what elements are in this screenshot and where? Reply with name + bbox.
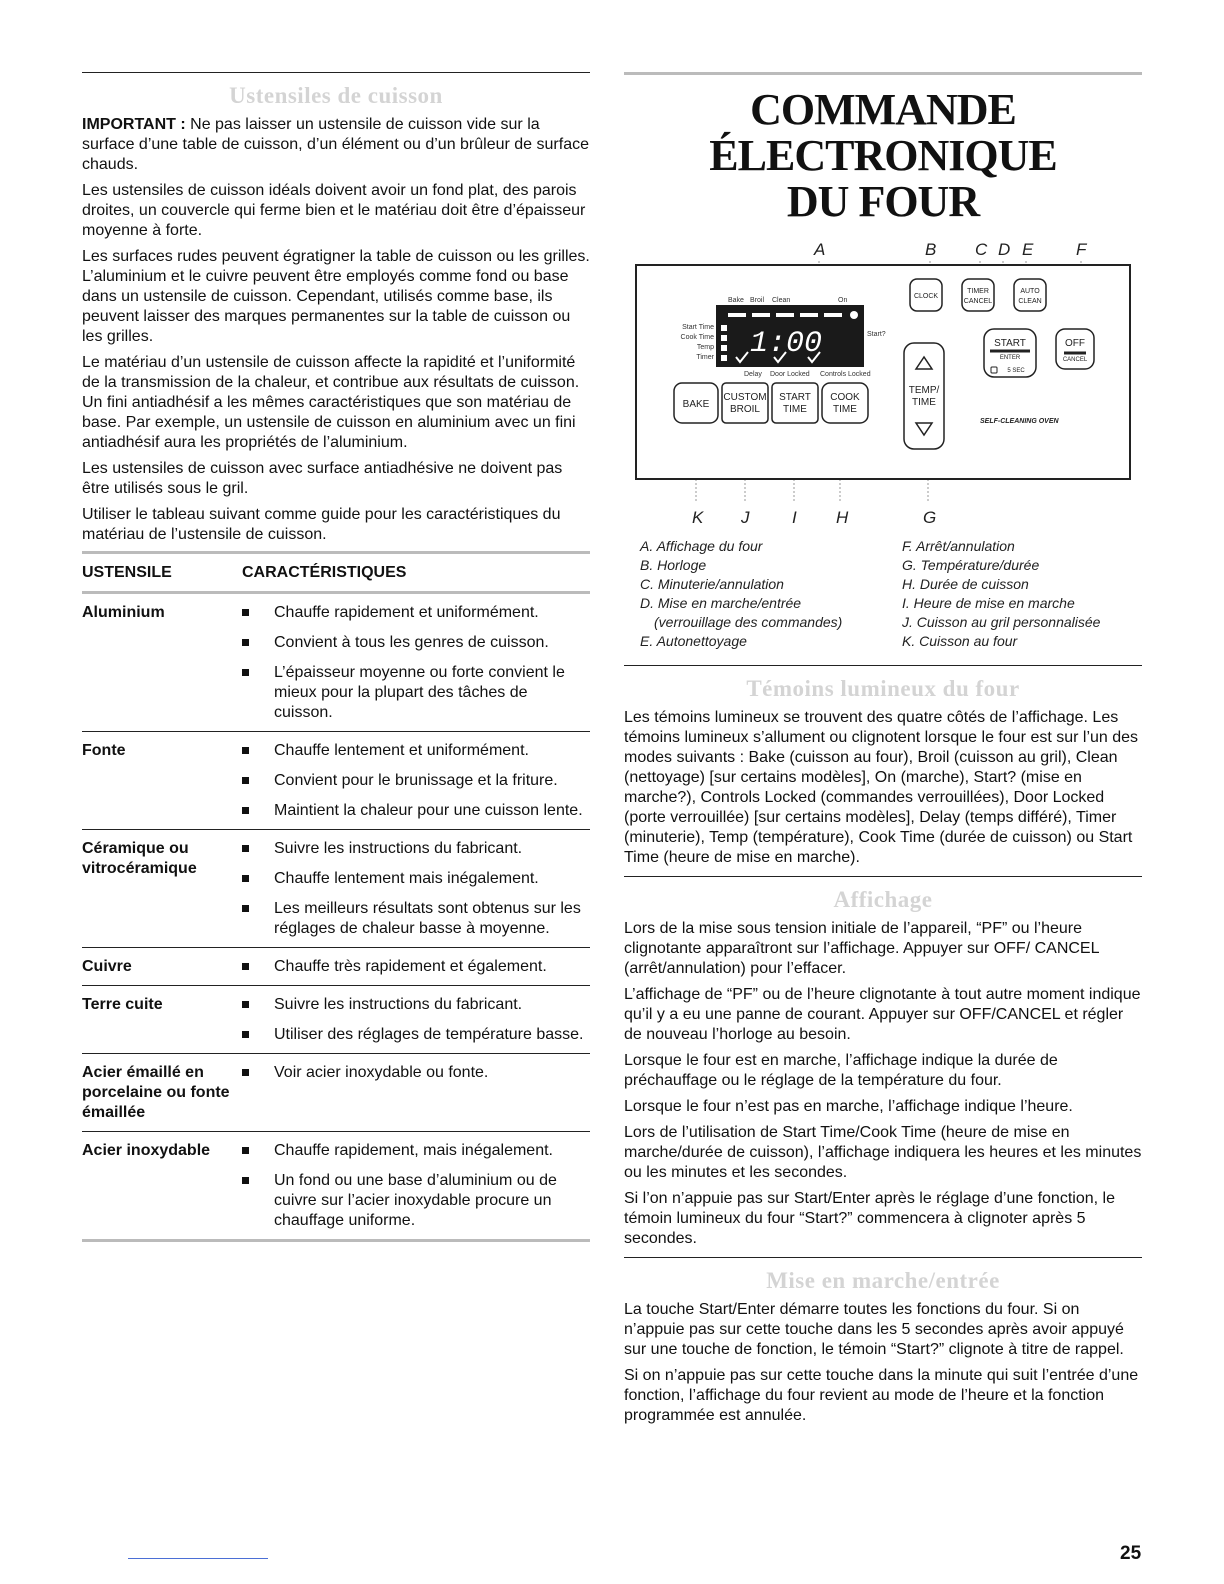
paragraph: Utiliser le tableau suivant comme guide pour les caractéristiques du matériau de l’ustensile de cuisson. [82,506,561,543]
legend-item: H. Durée de cuisson [902,576,1029,592]
off-cancel-button[interactable] [1056,329,1094,369]
title-line-1: COMMANDE ÉLECTRONIQUE [709,85,1057,180]
clock-label: CLOCK [913,293,939,300]
oven-control-diagram [624,233,1142,533]
paragraph: La touche Start/Enter démarre toutes les fonctions du four. Si on n’appuie pas sur cette touche dans les 5 secondes après avoir appuyé sur une touche de fonction, le témoin “Start?” clignote à titre de rappel. [624,1301,1124,1358]
temp-time-button[interactable] [904,343,944,449]
indicator-controls-locked: Controls Locked [820,371,871,378]
indicator-door-locked: Door Locked [770,371,810,378]
material-name: Acier émaillé en porcelaine ou fonte émaillée [82,1054,242,1132]
col-header-ustensile: USTENSILE [82,554,242,593]
section-rule [624,665,1142,666]
material-name: Terre cuite [82,986,242,1054]
list-item: Suivre les instructions du fabricant. [242,839,590,859]
callout-letter-a: A [814,240,826,259]
table-row [82,1054,590,1132]
legend-item: G. Température/durée [902,557,1040,573]
indicator-delay: Delay [744,371,762,378]
start-label: START [994,338,1026,349]
legend-item: A. Affichage du four [640,538,763,554]
list-item: Chauffe rapidement, mais inégalement. [242,1141,590,1161]
indicator-temp: Temp [696,344,714,351]
paragraph: Lors de l’utilisation de Start Time/Cook Time (heure de mise en marche/durée de cuisson), l’affichage indiquera les heures et les minutes ou les minutes et les secondes. [624,1124,1142,1181]
auto-label: AUTO [1020,288,1040,295]
table-row [82,732,590,830]
legend-item: I. Heure de mise en marche [902,595,1075,611]
list-item: Convient pour le brunissage et la friture. [242,771,590,791]
paragraph: L’affichage de “PF” ou de l’heure clignotante à tout autre moment indique qu’il y a eu une panne de courant. Appuyer sur OFF/CANCEL et régler de nouveau l’horloge au besoin. [624,986,1141,1043]
legend-item: K. Cuisson au four [902,633,1018,649]
indicator-start: Start? [867,331,886,338]
table-row [82,593,590,732]
legend-col-1 [640,537,902,651]
legend-item: B. Horloge [640,557,707,573]
custom-label: CUSTOM [723,392,767,403]
list-item: Convient à tous les genres de cuisson. [242,633,590,653]
section-rule [624,1257,1142,1258]
left-column [82,72,590,1242]
legend-item: C. Minuterie/annulation [640,576,784,592]
important-label: IMPORTANT : [82,116,186,133]
section-title-temoins: Témoins lumineux du four [746,676,1020,701]
indicator-broil: Broil [750,297,765,304]
callout-letter-b: B [925,240,937,259]
material-name: Aluminium [82,593,242,732]
time-label: TIME [912,397,936,408]
feature-list [242,741,590,821]
list-item: Chauffe rapidement et uniformément. [242,603,590,623]
enter-label: ENTER [999,355,1021,361]
five-sec-label: 5 SEC [1007,368,1025,374]
list-item: L’épaisseur moyenne ou forte convient le mieux pour la plupart des tâches de cuisson. [242,663,590,723]
callout-letter-j: J [741,508,750,527]
callout-letter-e: E [1022,240,1034,259]
list-item: Les meilleurs résultats sont obtenus sur les réglages de chaleur basse à moyenne. [242,899,590,939]
start-time-button[interactable] [772,383,818,423]
list-item: Chauffe très rapidement et également. [242,957,590,977]
self-cleaning-label: SELF-CLEANING OVEN [980,418,1059,425]
auto-clean-button[interactable] [1014,279,1046,311]
material-name: Fonte [82,732,242,830]
callout-letter-h: H [836,508,849,527]
timer-cancel-button[interactable] [962,279,994,311]
cook-time-button[interactable] [822,383,868,423]
callout-letter-k: K [692,508,704,527]
list-item: Suivre les instructions du fabricant. [242,995,590,1015]
section-title-ustensiles: Ustensiles de cuisson [229,83,443,108]
paragraph: Si on n’appuie pas sur cette touche dans la minute qui suit l’entrée d’une fonction, l’affichage du four revient au mode de l’heure et la fonction programmée est annulée. [624,1367,1139,1424]
callout-letter-f: F [1076,240,1087,259]
indicator-timer: Timer [696,354,714,361]
page-number: 25 [1120,1543,1142,1564]
broil-label: BROIL [729,404,761,415]
section-title-mise-en-marche: Mise en marche/entrée [766,1268,1000,1293]
control-panel-svg [624,233,1142,533]
material-name: Céramique ou vitrocéramique [82,830,242,948]
cook-time-label-1: COOK [830,392,860,403]
list-item: Utiliser des réglages de température basse. [242,1025,590,1045]
clean-label: CLEAN [1018,298,1042,305]
paragraph: Les ustensiles de cuisson avec surface antiadhésive ne doivent pas être utilisés sous le gril. [82,460,563,497]
control-panel [636,265,1130,479]
callout-letter-i: I [792,508,797,527]
legend-col-2 [902,537,1100,651]
diagram-legend [640,537,1142,651]
display-digits: 1:00 [749,327,823,361]
paragraph: Les surfaces rudes peuvent égratigner la table de cuisson ou les grilles. L’aluminium et le cuivre peuvent être employés comme fond ou base dans un ustensile de cuisson. Cependant, utilisés comme base, ils peuvent laisser des marques permanentes sur la table de cuisson ou les grilles. [82,248,590,345]
paragraph: Les témoins lumineux se trouvent des quatre côtés de l’affichage. Les témoins lumineux s’allument ou clignotent lorsque le four est sur l’un des modes suivants : Bake (cuisson au four), Broil (cuisson au gril), Clean (nettoyage) [sur certains modèles], On (marche), Start? (mise en marche?), Controls Locked (commandes verrouillées), Door Locked (porte verrouillée) [sur certains modèles], Delay (temps différé), Timer (minuterie), Temp (température), Cook Time (durée de cuisson) ou Start Time (heure de mise en marche). [624,709,1139,866]
paragraph: Le matériau d’un ustensile de cuisson affecte la rapidité et l’uniformité de la transmission de la chaleur, et contribue aux résultats de cuisson. Un fini antiadhésif a les mêmes caractéristiques que son matériau de base. Par exemple, un ustensile de cuisson en aluminium avec un fini antiadhésif aura les propriétés de l’aluminium. [82,354,580,451]
bake-label: BAKE [682,399,710,410]
material-name: Acier inoxydable [82,1132,242,1241]
start-time-label-2: TIME [783,404,807,415]
legend-item: D. Mise en marche/entrée [640,595,802,611]
title-line-2: DU FOUR [786,177,980,226]
temp-label: TEMP/ [908,385,940,396]
list-item: Chauffe lentement et uniformément. [242,741,590,761]
paragraph: Lors de la mise sous tension initiale de l’appareil, “PF” ou l’heure clignotante apparaîtront sur l’affichage. Appuyer sur OFF/ CANCEL (arrêt/annulation) pour l’effacer. [624,920,1099,977]
page-title [624,87,1142,225]
cookware-table [82,554,590,1242]
section-title-affichage: Affichage [833,887,933,912]
table-row [82,830,590,948]
indicator-cook-time: Cook Time [680,334,714,341]
important-text: Ne pas laisser un ustensile de cuisson vide sur la surface d’une table de cuisson, d’un élément ou d’un brûleur de surface chauds. [82,116,589,173]
section-rule [624,876,1142,877]
cook-time-label-2: TIME [833,404,857,415]
feature-list [242,957,590,977]
indicator-on: On [838,297,848,304]
timer-cancel-label: CANCEL [963,298,993,305]
timer-label: TIMER [967,288,989,295]
material-name: Cuivre [82,948,242,986]
start-time-label-1: START [779,392,811,403]
list-item: Chauffe lentement mais inégalement. [242,869,590,889]
table-row [82,948,590,986]
footer-line [128,1558,268,1559]
callout-letter-c: C [975,240,988,259]
list-item: Voir acier inoxydable ou fonte. [242,1063,590,1083]
col-header-caracteristiques: CARACTÉRISTIQUES [242,554,590,593]
legend-item: J. Cuisson au gril personnalisée [902,614,1101,630]
paragraph: Lorsque le four n’est pas en marche, l’affichage indique l’heure. [624,1098,1073,1115]
table-row [82,986,590,1054]
top-rule [82,72,590,73]
custom-broil-button[interactable] [722,383,768,423]
right-column [624,72,1142,1432]
indicator-bake: Bake [728,297,744,304]
indicator-clean: Clean [772,297,791,304]
feature-list [242,1063,590,1083]
important-paragraph [82,115,590,175]
legend-item: E. Autonettoyage [640,633,747,649]
paragraph: Lorsque le four est en marche, l’affichage indique la durée de préchauffage ou le réglage de la température du four. [624,1052,1058,1089]
list-item: Maintient la chaleur pour une cuisson lente. [242,801,590,821]
callout-letter-d: D [998,240,1011,259]
feature-list [242,995,590,1045]
off-label: OFF [1065,338,1085,349]
callout-letter-g: G [923,508,937,527]
feature-list [242,603,590,723]
legend-item: (verrouillage des commandes) [654,614,843,630]
feature-list [242,1141,590,1231]
table-header-row [82,554,590,593]
paragraph: Les ustensiles de cuisson idéals doivent avoir un fond plat, des parois droites, un couvercle qui ferme bien et le matériau doit être d’épaisseur moyenne à forte. [82,182,586,239]
indicator-start-time: Start Time [682,324,714,331]
table-row [82,1132,590,1241]
paragraph: Si l’on n’appuie pas sur Start/Enter après le réglage d’une fonction, le témoin lumineux du four “Start?” commencera à clignoter après 5 secondes. [624,1190,1115,1247]
cancel-label: CANCEL [1062,357,1088,363]
legend-item: F. Arrêt/annulation [902,538,1015,554]
feature-list [242,839,590,939]
top-rule [624,72,1142,75]
list-item: Un fond ou une base d’aluminium ou de cuivre sur l’acier inoxydable procure un chauffage uniforme. [242,1171,590,1231]
